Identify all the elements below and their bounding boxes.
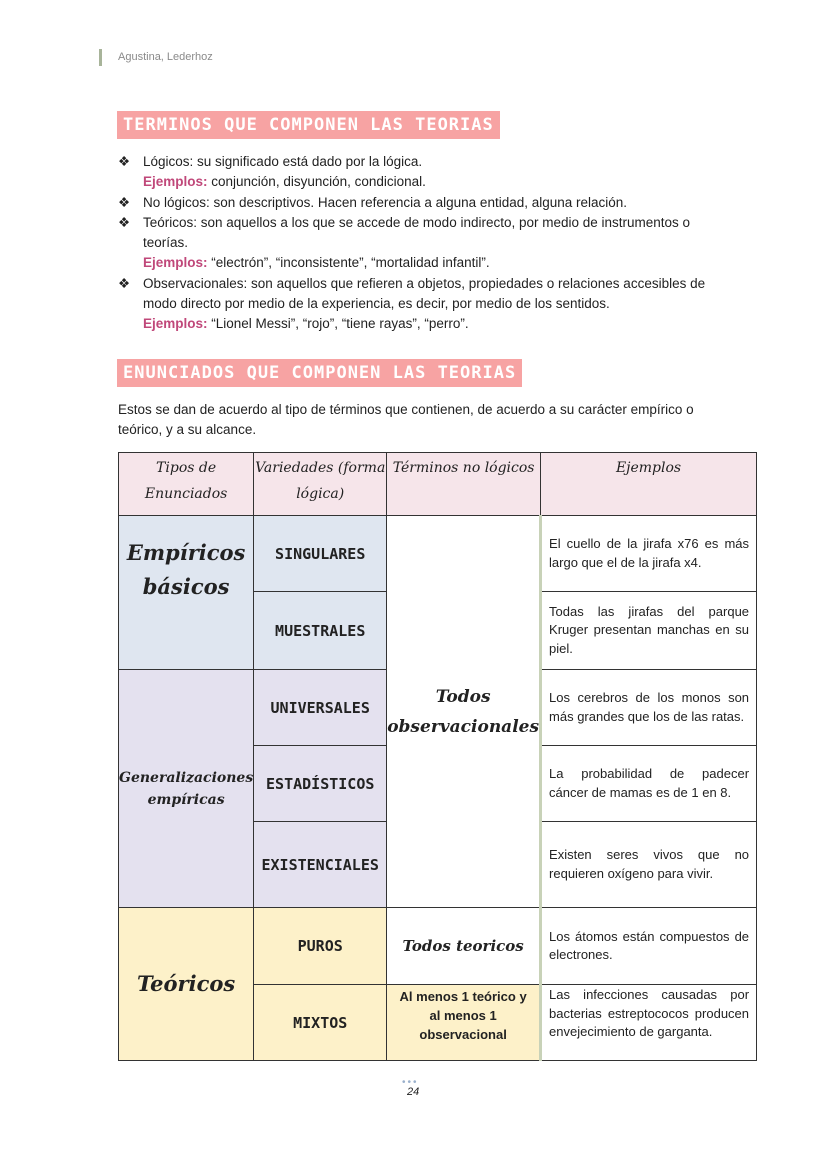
section-title-terminos: TERMINOS QUE COMPONEN LAS TEORIAS xyxy=(117,111,500,139)
header-variedades: Variedades (forma lógica) xyxy=(254,453,387,516)
diamond-bullet-icon: ❖ xyxy=(118,214,131,230)
example-text: “Lionel Messi”, “rojo”, “tiene rayas”, “perro”. xyxy=(207,316,469,332)
variety-cell: MUESTRALES xyxy=(254,592,387,670)
variety-cell: UNIVERSALES xyxy=(254,670,387,746)
author-header: Agustina, Lederhoz xyxy=(118,51,213,63)
enunciados-table xyxy=(118,452,757,1061)
diamond-bullet-icon: ❖ xyxy=(118,194,131,210)
type-generalizaciones: Generalizaciones empíricas xyxy=(119,670,254,908)
intro-paragraph: Estos se dan de acuerdo al tipo de términos que contienen, de acuerdo a su carácter empírico o teórico, y a su alcance. xyxy=(118,402,694,437)
table-row xyxy=(119,908,757,985)
example-label: Ejemplos: xyxy=(143,316,208,332)
item-text: No lógicos: son descriptivos. Hacen referencia a alguna entidad, alguna relación. xyxy=(143,194,628,210)
variety-cell: PUROS xyxy=(254,908,387,985)
example-cell: El cuello de la jirafa x76 es más largo que el de la jirafa x4. xyxy=(541,516,757,592)
header-ejemplos: Ejemplos xyxy=(541,453,757,516)
item-text: Lógicos: su significado está dado por la lógica. xyxy=(143,154,423,169)
list-item xyxy=(118,152,718,193)
example-text: conjunción, disyunción, condicional. xyxy=(207,174,426,190)
variety-cell: EXISTENCIALES xyxy=(254,822,387,908)
header-tipos: Tipos de Enunciados xyxy=(119,453,254,516)
list-item xyxy=(118,193,718,213)
diamond-bullet-icon: ❖ xyxy=(118,275,131,291)
variety-cell: MIXTOS xyxy=(254,985,387,1061)
section-title-enunciados: ENUNCIADOS QUE COMPONEN LAS TEORIAS xyxy=(117,359,522,387)
variety-cell: ESTADÍSTICOS xyxy=(254,746,387,822)
table-row xyxy=(119,516,757,592)
table-header-row xyxy=(119,453,757,516)
example-cell: Existen seres vivos que no requieren oxígeno para vivir. xyxy=(541,822,757,908)
header-terminos: Términos no lógicos xyxy=(387,453,541,516)
example-cell: Los cerebros de los monos son más grandes que los de las ratas. xyxy=(541,670,757,746)
type-empiricos-basicos: Empíricos básicos xyxy=(119,516,254,670)
list-item xyxy=(118,274,718,335)
diamond-bullet-icon: ❖ xyxy=(118,154,131,169)
example-cell: La probabilidad de padecer cáncer de mamas es de 1 en 8. xyxy=(541,746,757,822)
page-number: 24 xyxy=(407,1086,420,1098)
terms-teoricos: Todos teoricos xyxy=(387,908,541,985)
terms-observacionales: Todos observacionales xyxy=(387,516,541,908)
list-item xyxy=(118,213,718,274)
variety-cell: SINGULARES xyxy=(254,516,387,592)
example-cell: Los átomos están compuestos de electrones. xyxy=(541,908,757,985)
example-text: “electrón”, “inconsistente”, “mortalidad infantil”. xyxy=(207,255,490,271)
item-text: Observacionales: son aquellos que refieren a objetos, propiedades o relaciones accesibles de modo directo por medio de la experiencia, es decir, por medio de los sentidos. xyxy=(143,275,706,312)
terms-mixtos: Al menos 1 teórico y al menos 1 observacional xyxy=(387,985,541,1061)
header-accent-bar xyxy=(99,49,102,66)
item-text: Teóricos: son aquellos a los que se accede de modo indirecto, por medio de instrumentos o teorías. xyxy=(143,214,691,251)
example-label: Ejemplos: xyxy=(143,255,208,271)
example-label: Ejemplos: xyxy=(143,174,208,190)
type-teoricos: Teóricos xyxy=(119,908,254,1061)
page-dots-decoration: ••• xyxy=(402,1077,419,1088)
terms-list xyxy=(118,152,718,335)
example-cell: Las infecciones causadas por bacterias estreptococos producen envejecimiento de garganta. xyxy=(541,985,757,1061)
example-cell: Todas las jirafas del parque Kruger presentan manchas en su piel. xyxy=(541,592,757,670)
